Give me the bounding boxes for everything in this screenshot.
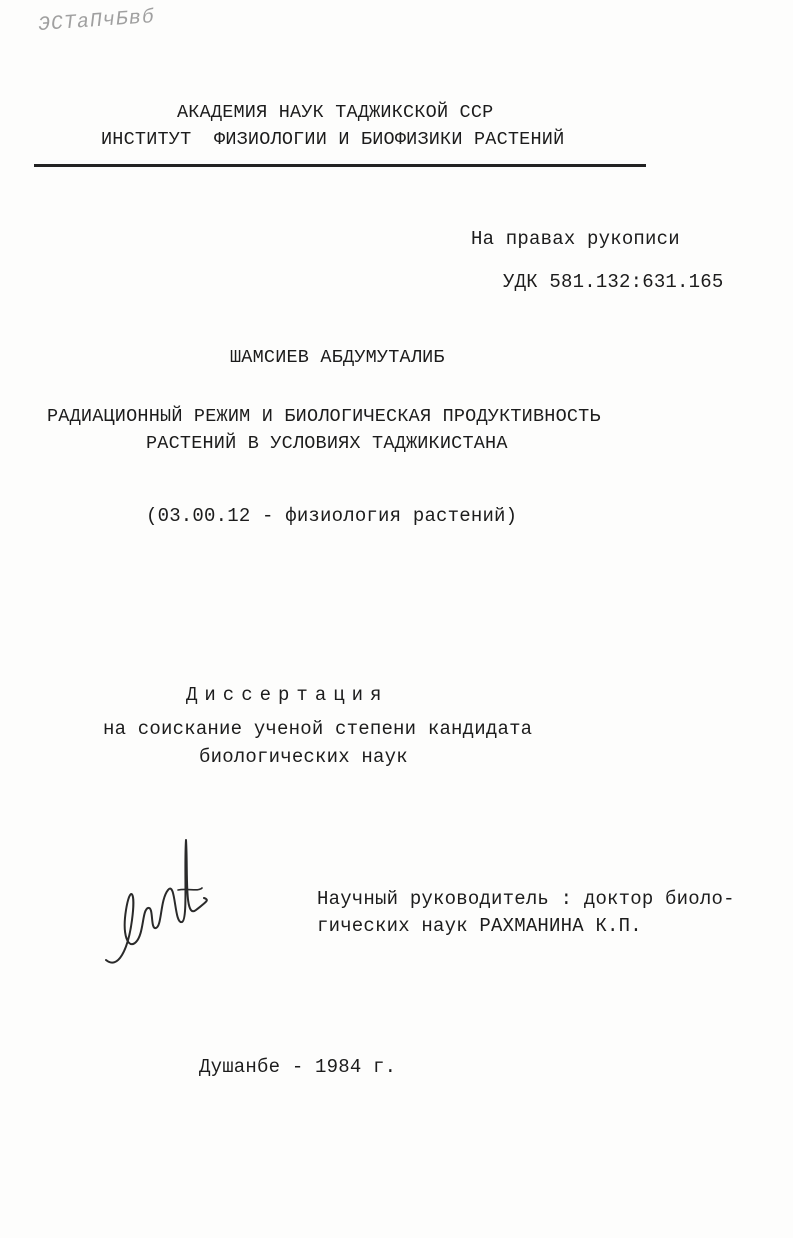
archive-stamp: ЭСТаПчБвб: [37, 5, 156, 38]
supervisor-line-1: Научный руководитель : доктор биоло-: [317, 888, 735, 910]
handwritten-signature: [98, 830, 218, 980]
manuscript-rights: На правах рукописи: [471, 228, 680, 250]
place-and-year: Душанбе - 1984 г.: [199, 1056, 397, 1078]
institute-name: ИНСТИТУТ ФИЗИОЛОГИИ И БИОФИЗИКИ РАСТЕНИЙ: [101, 129, 565, 150]
supervisor-line-2: гических наук РАХМАНИНА К.П.: [317, 915, 642, 937]
thesis-title-line-1: РАДИАЦИОННЫЙ РЕЖИМ И БИОЛОГИЧЕСКАЯ ПРОДУКТИВНОСТЬ: [47, 406, 601, 427]
academy-name: АКАДЕМИЯ НАУК ТАДЖИКСКОЙ ССР: [177, 102, 494, 123]
header-divider: [34, 164, 646, 167]
degree-line-1: на соискание ученой степени кандидата: [103, 718, 533, 740]
author-name: ШАМСИЕВ АБДУМУТАЛИБ: [230, 347, 445, 368]
specialty-code: (03.00.12 - физиология растений): [146, 505, 518, 527]
thesis-title-line-2: РАСТЕНИЙ В УСЛОВИЯХ ТАДЖИКИСТАНА: [146, 433, 508, 454]
degree-line-2: биологических наук: [199, 746, 408, 768]
dissertation-label: Диссертация: [186, 684, 389, 706]
udk-code: УДК 581.132:631.165: [503, 271, 724, 293]
